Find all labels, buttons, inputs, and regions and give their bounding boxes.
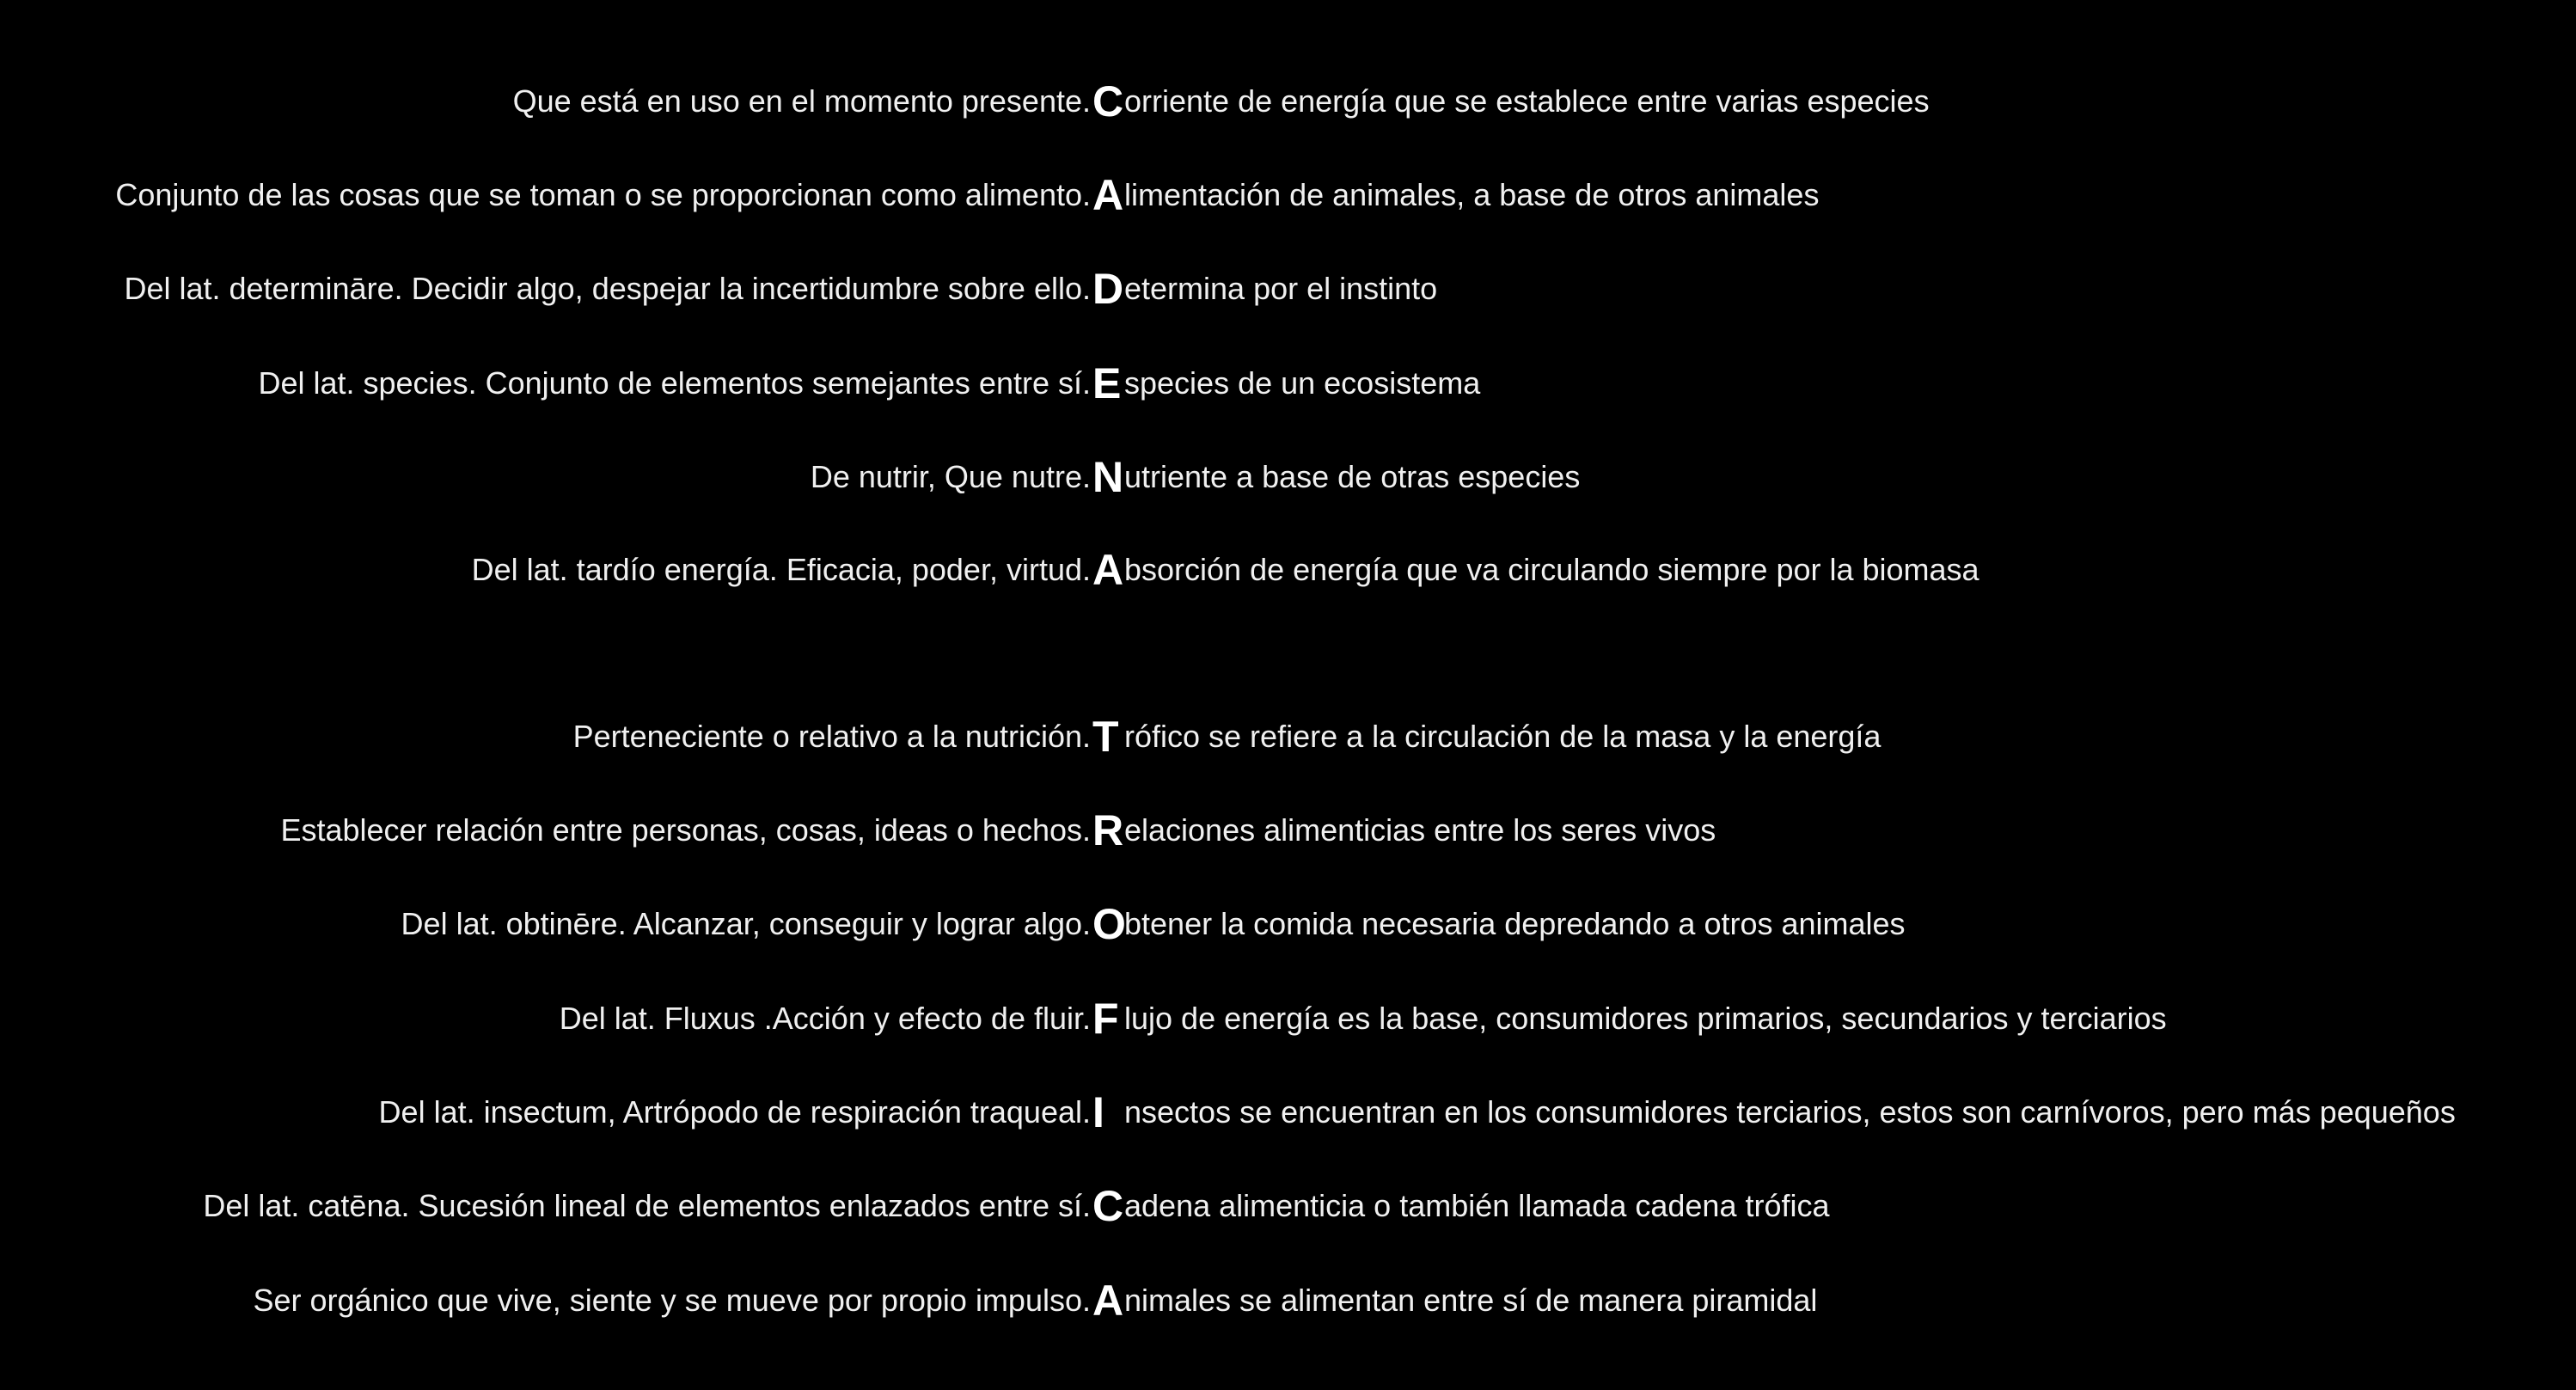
row-description: limentación de animales, a base de otros animales: [1124, 177, 1820, 212]
row-description: adena alimenticia o también llamada cadena trófica: [1124, 1188, 1830, 1223]
acrostic-letter: I: [1092, 1088, 1104, 1136]
row-description: btener la comida necesaria depredando a otros animales: [1124, 906, 1906, 941]
acrostic-row: [0, 1271, 2576, 1331]
acrostic-letter: R: [1092, 806, 1124, 854]
acrostic-row: [0, 353, 2576, 413]
row-definition: Ser orgánico que vive, siente y se mueve por propio impulso.: [253, 1283, 1091, 1318]
acrostic-letter: A: [1092, 546, 1124, 594]
acrostic-row: [0, 165, 2576, 225]
row-description: lujo de energía es la base, consumidores primarios, secundarios y terciarios: [1124, 1001, 2167, 1036]
acrostic-letter: F: [1092, 995, 1119, 1043]
row-definition: Del lat. tardío energía. Eficacia, poder, virtud.: [471, 552, 1091, 587]
acrostic-letter: D: [1092, 265, 1124, 313]
row-description: nimales se alimentan entre sí de manera piramidal: [1124, 1283, 1818, 1318]
acrostic-row: [0, 1082, 2576, 1142]
row-definition: De nutrir, Que nutre.: [810, 459, 1091, 494]
row-definition: Del lat. catēna. Sucesión lineal de elementos enlazados entre sí.: [203, 1188, 1091, 1223]
row-description: rófico se refiere a la circulación de la masa y la energía: [1124, 719, 1882, 754]
acrostic-letter: C: [1092, 77, 1124, 126]
row-definition: Del lat. determināre. Decidir algo, despejar la incertidumbre sobre ello.: [124, 271, 1091, 306]
row-description: elaciones alimenticias entre los seres vivos: [1124, 812, 1716, 848]
acrostic-row: [0, 989, 2576, 1049]
row-description: species de un ecosistema: [1124, 365, 1481, 401]
acrostic-row: [0, 800, 2576, 860]
row-definition: Conjunto de las cosas que se toman o se proporcionan como alimento.: [115, 177, 1091, 212]
acrostic-letter: O: [1092, 900, 1126, 948]
acrostic-letter: A: [1092, 171, 1124, 219]
row-description: utriente a base de otras especies: [1124, 459, 1581, 494]
acrostic-row: [0, 259, 2576, 319]
acrostic-row: [0, 71, 2576, 132]
acrostic-letter: T: [1092, 713, 1119, 761]
row-description: nsectos se encuentran en los consumidores terciarios, estos son carnívoros, pero más pequeños: [1124, 1094, 2456, 1130]
acrostic-row: [0, 540, 2576, 600]
row-description: orriente de energía que se establece entre varias especies: [1124, 83, 1930, 119]
acrostic-row: [0, 447, 2576, 507]
acrostic-letter: C: [1092, 1182, 1124, 1230]
acrostic-letter: N: [1092, 453, 1124, 501]
row-definition: Que está en uso en el momento presente.: [512, 83, 1091, 119]
row-description: bsorción de energía que va circulando siempre por la biomasa: [1124, 552, 1979, 587]
acrostic-row: [0, 707, 2576, 767]
acrostic-row: [0, 1176, 2576, 1236]
row-definition: Del lat. species. Conjunto de elementos semejantes entre sí.: [258, 365, 1091, 401]
row-definition: Del lat. Fluxus .Acción y efecto de fluir.: [559, 1001, 1091, 1036]
acrostic-row: [0, 894, 2576, 954]
row-definition: Del lat. insectum, Artrópodo de respiración traqueal.: [378, 1094, 1091, 1130]
row-description: etermina por el instinto: [1124, 271, 1438, 306]
acrostic-letter: E: [1092, 359, 1122, 407]
acrostic-letter: A: [1092, 1277, 1124, 1325]
row-definition: Establecer relación entre personas, cosas, ideas o hechos.: [280, 812, 1091, 848]
row-definition: Perteneciente o relativo a la nutrición.: [572, 719, 1091, 754]
row-definition: Del lat. obtinēre. Alcanzar, conseguir y lograr algo.: [401, 906, 1091, 941]
